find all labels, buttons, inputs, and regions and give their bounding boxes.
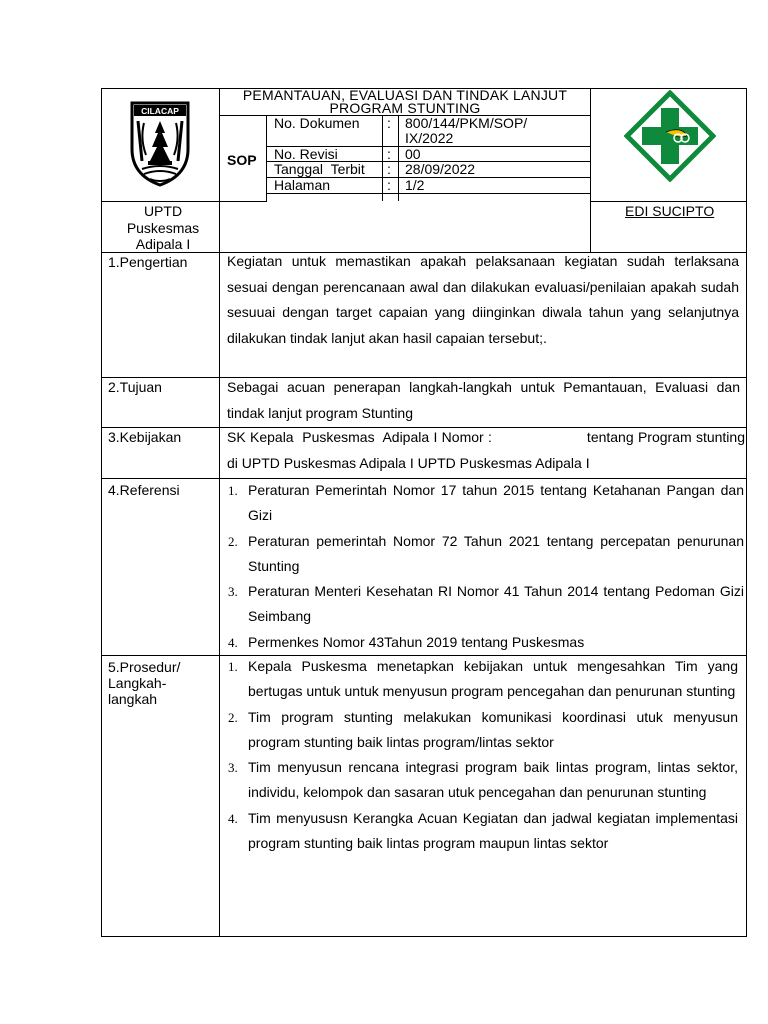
row-content-tujuan <box>219 377 747 428</box>
institution-name: UPTD Puskesmas Adipala I <box>126 203 200 252</box>
list-item: 3. Tim menyusun rencana integrasi program baik lintas program, lintas sektor, individu, kelompok dan sasaran utuk pencegahan dan penurunan stunting <box>228 759 738 801</box>
list-item: 3. Peraturan Menteri Kesehatan RI Nomor 41 Tahun 2014 tentang Pedoman Gizi Seimbang <box>228 583 744 625</box>
prosedur-list <box>220 654 738 856</box>
label-pengertian: 1.Pengertian <box>108 254 188 270</box>
row-label-pengertian <box>101 252 220 378</box>
label-kebijakan: 3.Kebijakan <box>108 429 182 445</box>
row-content-pengertian <box>219 252 747 378</box>
list-item: 4. Permenkes Nomor 43Tahun 2019 tentang Puskesmas <box>228 633 585 650</box>
meta-sep: : <box>387 115 391 131</box>
row-label-referensi <box>101 478 220 656</box>
label-referensi: 4.Referensi <box>108 482 180 498</box>
signatory-name: EDI SUCIPTO <box>625 203 715 219</box>
row-content-kebijakan <box>219 427 747 479</box>
row-label-prosedur <box>101 655 220 937</box>
meta-sep: : <box>387 177 391 193</box>
meta-value-no-revisi: 00 <box>405 146 421 162</box>
list-item: 2. Peraturan pemerintah Nomor 72 Tahun 2021 tentang percepatan penurunan Stunting <box>228 532 744 574</box>
sop-label: SOP <box>227 152 257 168</box>
row-content-prosedur <box>219 655 747 937</box>
meta-value-halaman: 1/2 <box>405 177 425 193</box>
cilacap-logo-icon <box>128 99 192 187</box>
meta-label-no-revisi: No. Revisi <box>274 146 338 162</box>
sop-label-cell <box>219 115 267 202</box>
logo-text: CILACAP <box>141 106 179 116</box>
meta-label-tanggal-terbit: Tanggal Terbit <box>274 161 365 177</box>
list-item: 1. Kepala Puskesma menetapkan kebijakan untuk mengesahkan Tim yang bertugas untuk untuk menyusun program pencegahan dan penurunan stunting <box>228 658 738 700</box>
meta-sep: : <box>387 146 391 162</box>
list-item: 4. Tim menyususn Kerangka Acuan Kegiatan dan jadwal kegiatan implementasi program stunting baik lintas program maupun lintas sektor <box>228 809 738 852</box>
meta-sep: : <box>387 161 391 177</box>
text-kebijakan: SK Kepala Puskesmas Adipala I Nomor : tentang Program stunting di UPTD Puskesmas Adipala I UPTD Puskesmas Adipala I <box>227 429 749 471</box>
institution-cell <box>101 201 220 253</box>
meta-table <box>266 115 591 202</box>
label-prosedur: 5.Prosedur/ Langkah-langkah <box>108 659 181 707</box>
label-tujuan: 2.Tujuan <box>108 379 162 395</box>
header-title-cell <box>219 88 591 116</box>
meta-label-no-dokumen: No. Dokumen <box>274 115 360 131</box>
header-logo-left-cell <box>101 88 220 202</box>
meta-label-halaman: Halaman <box>274 177 331 193</box>
row-label-kebijakan <box>101 427 220 479</box>
row-label-tujuan <box>101 377 220 428</box>
header-logo-right-cell <box>590 88 747 202</box>
list-item: 2. Tim program stunting melakukan komunikasi koordinasi utuk menyusun program stunting baik lintas program/lintas sektor <box>228 708 738 750</box>
text-tujuan: Sebagai acuan penerapan langkah-langkah untuk Pemantauan, Evaluasi dan tindak lanjut program Stunting <box>227 379 740 421</box>
signatory-cell <box>590 201 747 253</box>
document-title: PEMANTAUAN, EVALUASI DAN TINDAK LANJUT PROGRAM STUNTING <box>242 87 568 116</box>
list-item: 1. Peraturan Pemerintah Nomor 17 tahun 2015 tentang Ketahanan Pangan dan Gizi <box>228 482 744 524</box>
puskesmas-logo-icon <box>624 90 716 182</box>
referensi-list <box>220 478 744 655</box>
text-pengertian: Kegiatan untuk memastikan apakah pelaksanaan kegiatan sudah terlaksana sesuai dengan perencanaan awal dan dilakukan evaluasi/penilaian apakah sudah sesuuai dengan target capaian yang diinginkan diwala tahun yang selanjutnya dilakukan tindak lanjut akan hasil capaian tersebut;. <box>227 253 739 346</box>
meta-value-tanggal-terbit: 28/09/2022 <box>405 161 476 177</box>
row-content-referensi <box>219 478 747 656</box>
middle-empty-cell <box>219 201 591 253</box>
meta-value-no-dokumen: 800/144/PKM/SOP/ IX/2022 <box>405 115 528 146</box>
